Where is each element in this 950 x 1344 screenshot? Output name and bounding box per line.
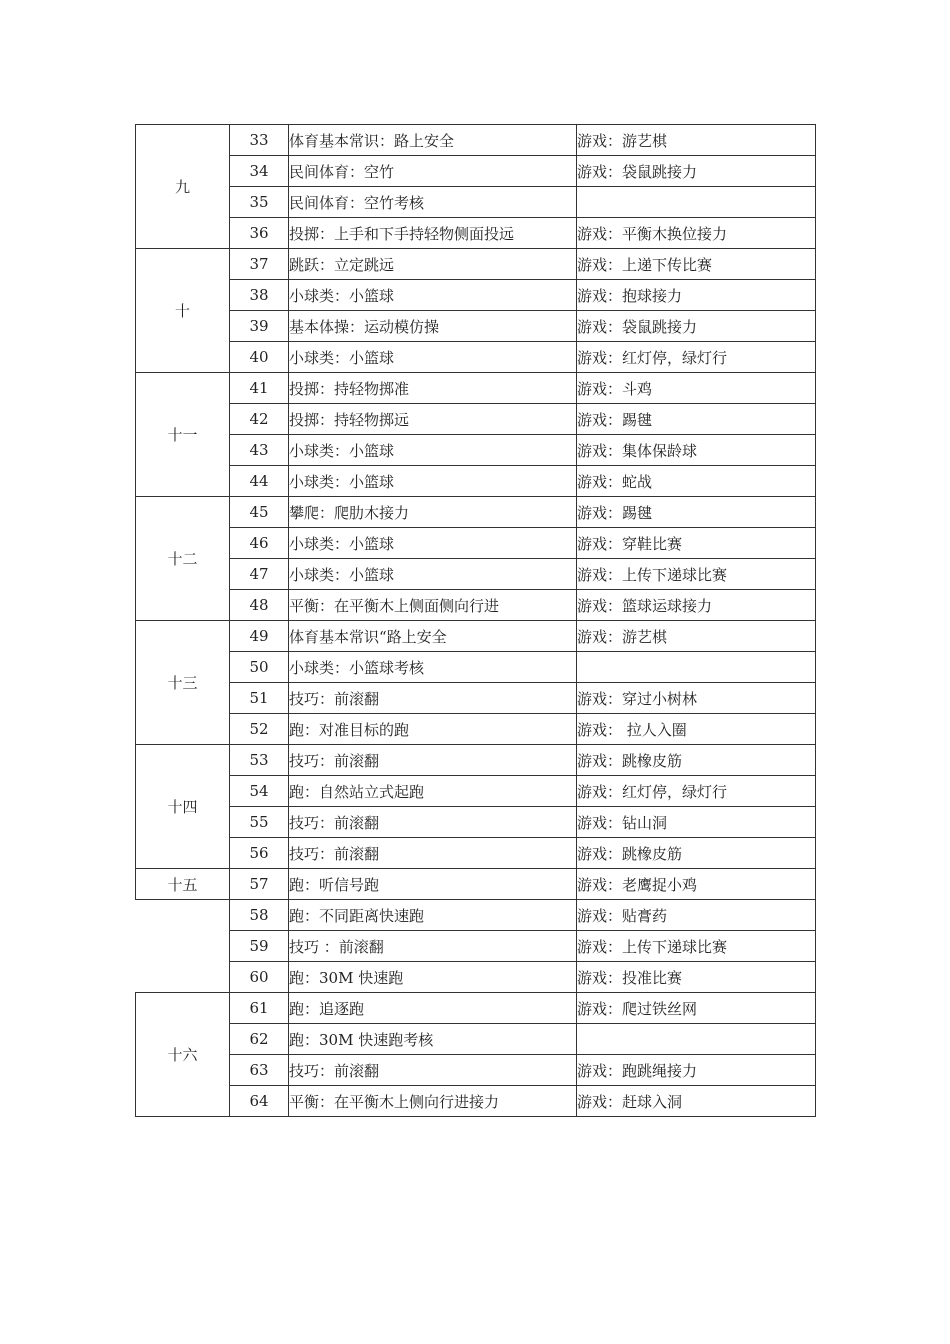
week-cell [136,900,230,993]
week-cell: 十五 [136,869,230,900]
lesson-content-cell: 平衡：在平衡木上侧面侧向行进 [289,590,577,621]
table-row [136,962,816,993]
game-cell: 游戏：踢毽 [577,404,816,435]
lesson-number-cell: 54 [230,776,289,807]
lesson-number-cell: 36 [230,218,289,249]
lesson-content-cell: 小球类：小篮球 [289,342,577,373]
lesson-number-cell: 52 [230,714,289,745]
game-cell: 游戏：上递下传比赛 [577,249,816,280]
lesson-content-cell: 体育基本常识“路上安全 [289,621,577,652]
game-cell: 游戏：穿过小树林 [577,683,816,714]
lesson-content-cell: 小球类：小篮球 [289,466,577,497]
table-row [136,900,816,931]
lesson-number-cell: 58 [230,900,289,931]
table-row [136,869,816,900]
game-cell: 游戏：钻山洞 [577,807,816,838]
game-cell: 游戏：袋鼠跳接力 [577,156,816,187]
lesson-content-cell: 小球类：小篮球 [289,435,577,466]
game-cell: 游戏：游艺棋 [577,621,816,652]
game-cell: 游戏：投准比赛 [577,962,816,993]
lesson-number-cell: 61 [230,993,289,1024]
lesson-content-cell: 投掷：持轻物掷远 [289,404,577,435]
lesson-number-cell: 43 [230,435,289,466]
table-row [136,807,816,838]
lesson-number-cell: 41 [230,373,289,404]
lesson-content-cell: 小球类：小篮球 [289,528,577,559]
lesson-number-cell: 35 [230,187,289,218]
lesson-number-cell: 63 [230,1055,289,1086]
lesson-number-cell: 57 [230,869,289,900]
lesson-number-cell: 51 [230,683,289,714]
lesson-content-cell: 技巧：前滚翻 [289,683,577,714]
game-cell: 游戏：集体保龄球 [577,435,816,466]
table-row [136,311,816,342]
week-cell: 九 [136,125,230,249]
lesson-number-cell: 38 [230,280,289,311]
table-row [136,187,816,218]
lesson-content-cell: 技巧：前滚翻 [289,745,577,776]
table-row [136,435,816,466]
game-cell: 游戏：抱球接力 [577,280,816,311]
game-cell: 游戏：跑跳绳接力 [577,1055,816,1086]
lesson-content-cell: 跑：自然站立式起跑 [289,776,577,807]
table-row [136,838,816,869]
lesson-content-cell: 平衡：在平衡木上侧向行进接力 [289,1086,577,1117]
lesson-content-cell: 小球类：小篮球 [289,559,577,590]
lesson-number-cell: 53 [230,745,289,776]
lesson-content-cell: 技巧：前滚翻 [289,807,577,838]
lesson-number-cell: 42 [230,404,289,435]
lesson-number-cell: 48 [230,590,289,621]
lesson-content-cell: 技巧 ：前滚翻 [289,931,577,962]
game-cell: 游戏：跳橡皮筋 [577,745,816,776]
lesson-content-cell: 跑：30M 快速跑 [289,962,577,993]
table-row [136,652,816,683]
week-cell: 十 [136,249,230,373]
lesson-number-cell: 64 [230,1086,289,1117]
table-row [136,249,816,280]
table-row [136,497,816,528]
lesson-number-cell: 47 [230,559,289,590]
week-cell: 十六 [136,993,230,1117]
lesson-number-cell: 50 [230,652,289,683]
game-cell: 游戏：穿鞋比赛 [577,528,816,559]
lesson-content-cell: 投掷：持轻物掷准 [289,373,577,404]
lesson-schedule-table [135,124,816,1117]
lesson-number-cell: 39 [230,311,289,342]
game-cell: 游戏：斗鸡 [577,373,816,404]
table-row [136,1086,816,1117]
game-cell [577,1024,816,1055]
lesson-content-cell: 跑：听信号跑 [289,869,577,900]
lesson-number-cell: 40 [230,342,289,373]
week-cell: 十一 [136,373,230,497]
game-cell: 游戏：红灯停，绿灯行 [577,776,816,807]
game-cell: 游戏：上传下递球比赛 [577,931,816,962]
game-cell: 游戏：踢毽 [577,497,816,528]
table-row [136,621,816,652]
lesson-content-cell: 跑：30M 快速跑考核 [289,1024,577,1055]
lesson-content-cell: 跳跃：立定跳远 [289,249,577,280]
table-row [136,559,816,590]
game-cell: 游戏：跳橡皮筋 [577,838,816,869]
lesson-number-cell: 55 [230,807,289,838]
lesson-number-cell: 56 [230,838,289,869]
lesson-number-cell: 46 [230,528,289,559]
table-row [136,776,816,807]
game-cell: 游戏：红灯停，绿灯行 [577,342,816,373]
table-row [136,745,816,776]
table-row [136,993,816,1024]
week-cell: 十四 [136,745,230,869]
table-row [136,683,816,714]
table-row [136,218,816,249]
table-row [136,528,816,559]
lesson-content-cell: 跑：对准目标的跑 [289,714,577,745]
table-row [136,404,816,435]
game-cell: 游戏：篮球运球接力 [577,590,816,621]
game-cell: 游戏： 拉人入圈 [577,714,816,745]
lesson-content-cell: 体育基本常识：路上安全 [289,125,577,156]
schedule-body [136,125,816,1117]
week-cell: 十三 [136,621,230,745]
game-cell: 游戏：贴膏药 [577,900,816,931]
table-row [136,1024,816,1055]
game-cell: 游戏：上传下递球比赛 [577,559,816,590]
game-cell: 游戏：老鹰捉小鸡 [577,869,816,900]
game-cell: 游戏：蛇战 [577,466,816,497]
lesson-content-cell: 民间体育：空竹 [289,156,577,187]
lesson-number-cell: 49 [230,621,289,652]
lesson-number-cell: 59 [230,931,289,962]
lesson-number-cell: 37 [230,249,289,280]
game-cell: 游戏：平衡木换位接力 [577,218,816,249]
lesson-content-cell: 民间体育：空竹考核 [289,187,577,218]
table-row [136,931,816,962]
lesson-content-cell: 小球类：小篮球 [289,280,577,311]
table-row [136,373,816,404]
lesson-content-cell: 小球类：小篮球考核 [289,652,577,683]
game-cell: 游戏：爬过铁丝网 [577,993,816,1024]
lesson-content-cell: 攀爬：爬肋木接力 [289,497,577,528]
week-cell: 十二 [136,497,230,621]
lesson-content-cell: 基本体操：运动模仿操 [289,311,577,342]
game-cell [577,652,816,683]
lesson-number-cell: 33 [230,125,289,156]
table-row [136,342,816,373]
table-row [136,156,816,187]
table-row [136,714,816,745]
lesson-content-cell: 跑：不同距离快速跑 [289,900,577,931]
lesson-number-cell: 60 [230,962,289,993]
lesson-content-cell: 跑：追逐跑 [289,993,577,1024]
table-row [136,1055,816,1086]
table-row [136,125,816,156]
lesson-number-cell: 34 [230,156,289,187]
lesson-number-cell: 44 [230,466,289,497]
game-cell: 游戏：游艺棋 [577,125,816,156]
table-row [136,466,816,497]
lesson-content-cell: 技巧：前滚翻 [289,838,577,869]
table-row [136,280,816,311]
lesson-number-cell: 45 [230,497,289,528]
lesson-content-cell: 投掷：上手和下手持轻物侧面投远 [289,218,577,249]
game-cell [577,187,816,218]
lesson-content-cell: 技巧：前滚翻 [289,1055,577,1086]
lesson-number-cell: 62 [230,1024,289,1055]
table-row [136,590,816,621]
game-cell: 游戏：赶球入洞 [577,1086,816,1117]
game-cell: 游戏：袋鼠跳接力 [577,311,816,342]
